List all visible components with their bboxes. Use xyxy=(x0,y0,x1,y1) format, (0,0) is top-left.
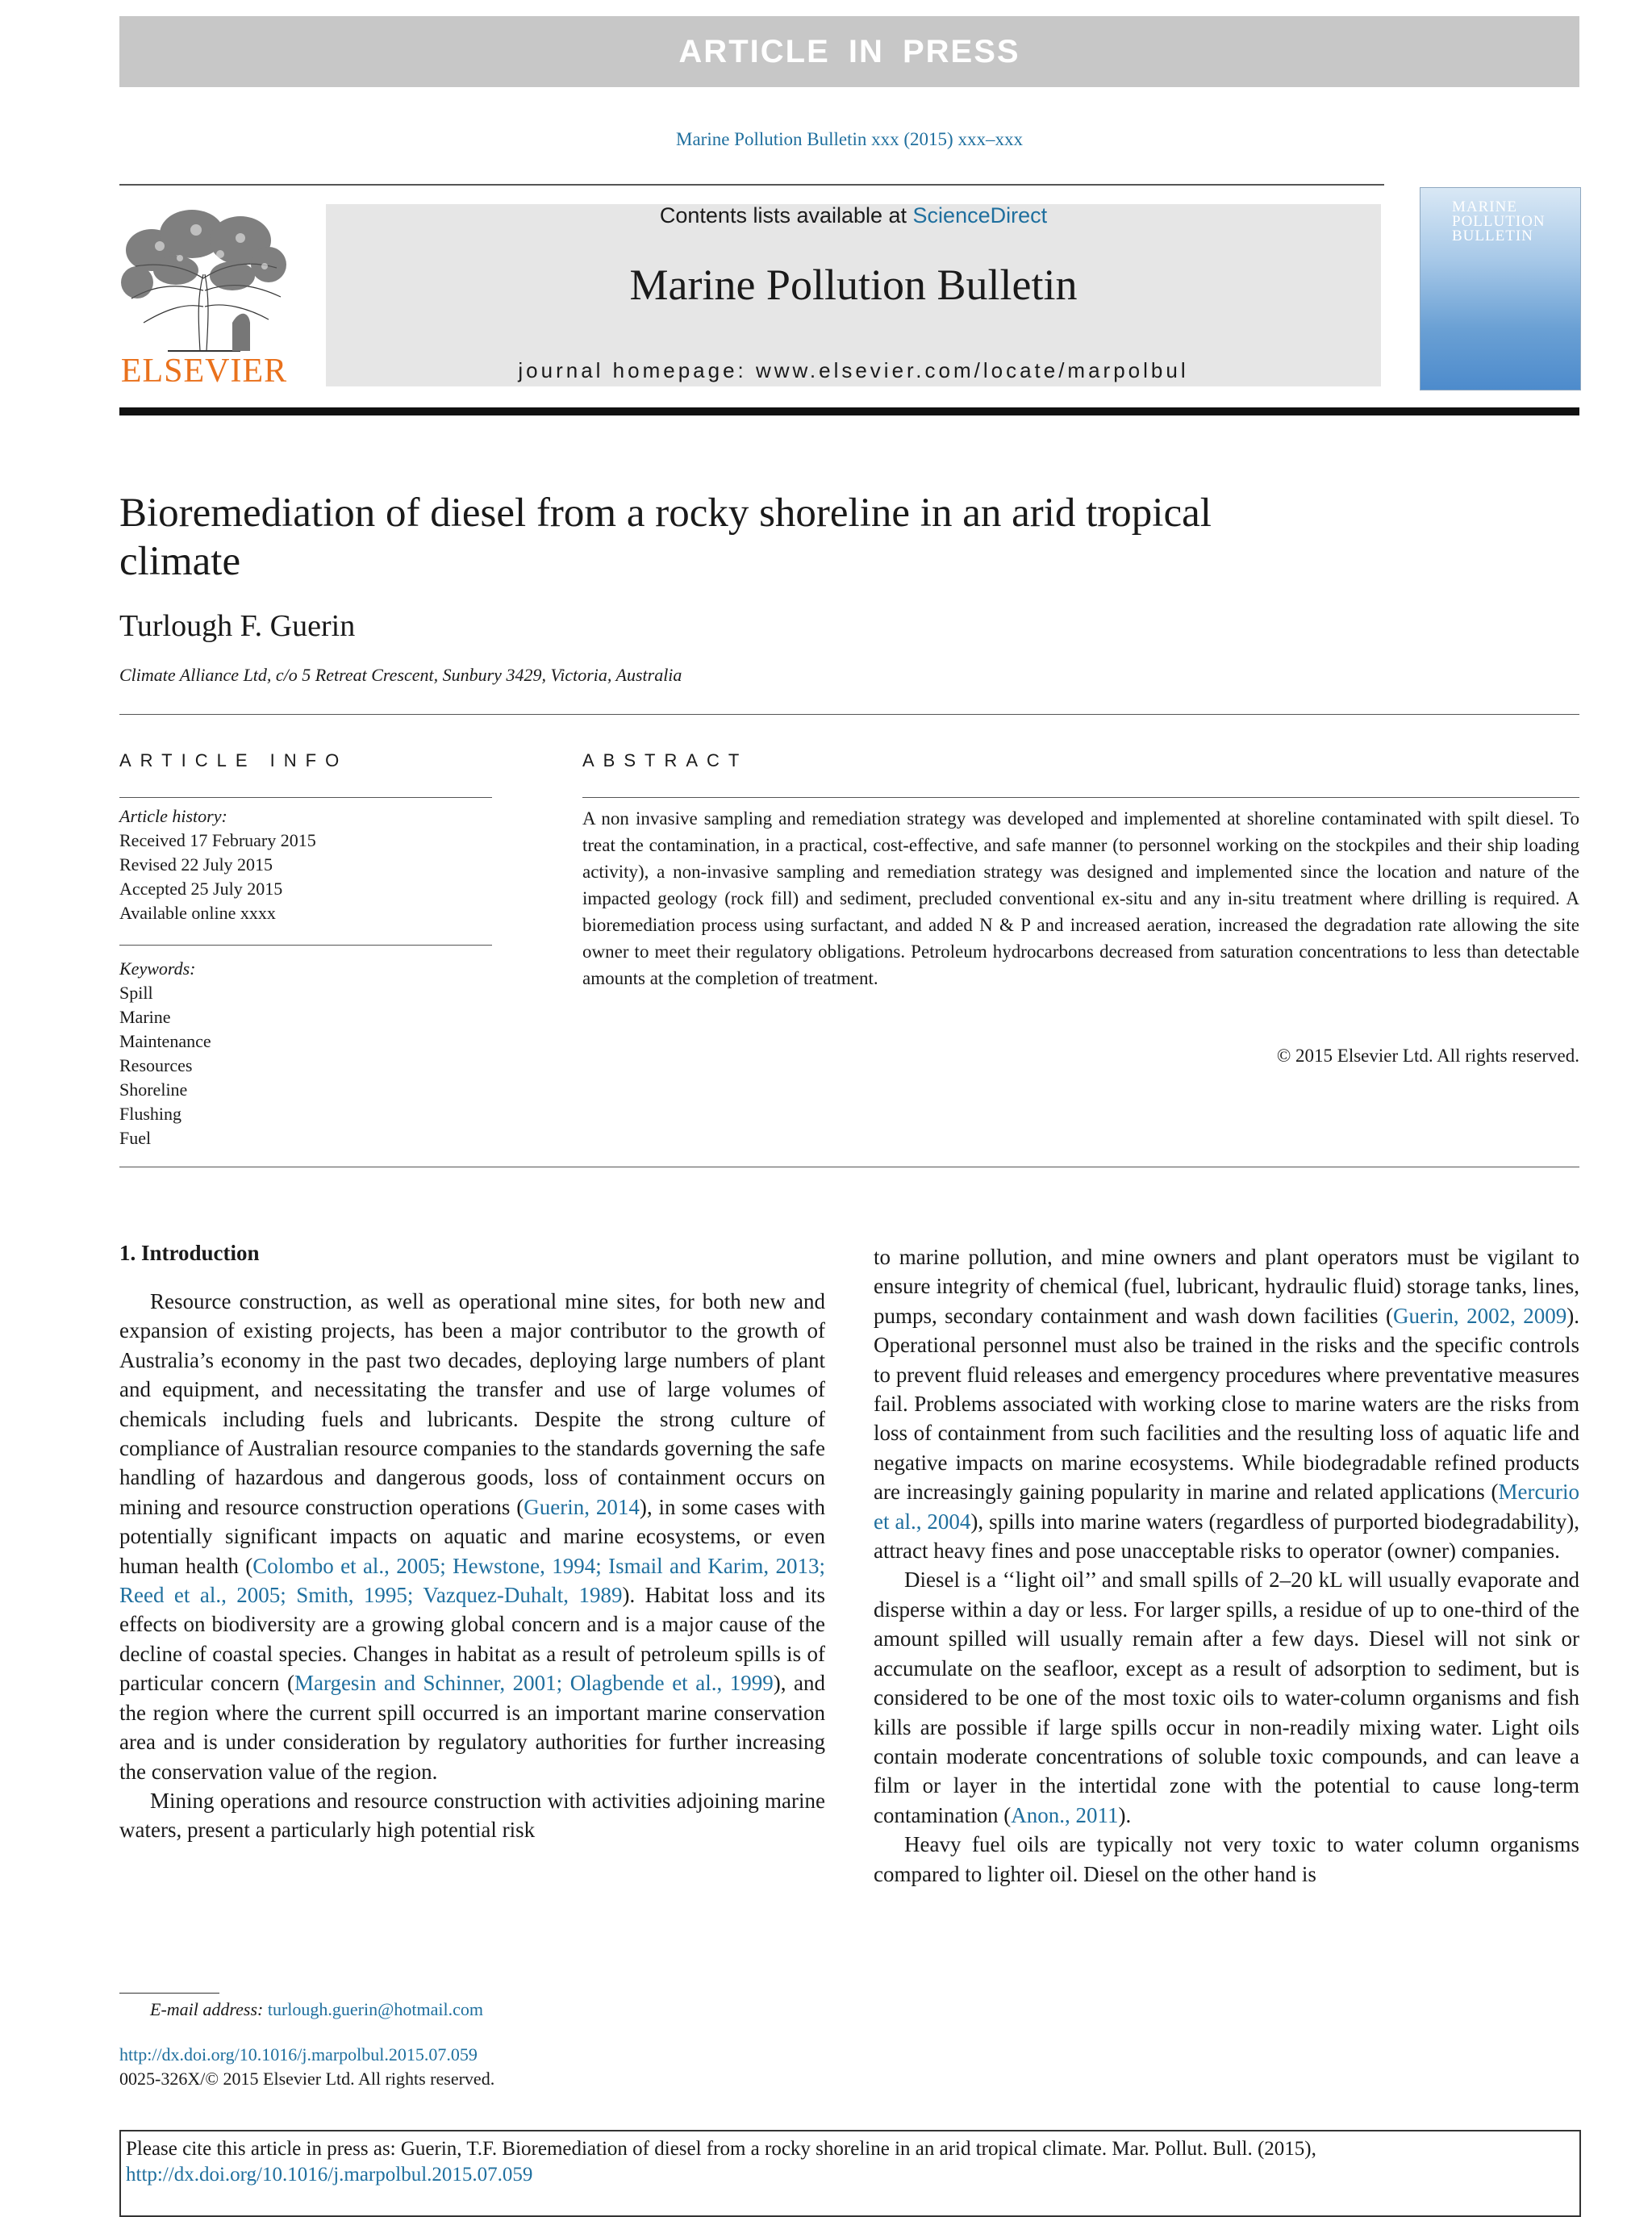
citation-link[interactable]: Colombo et al., 2005; Hewstone, 1994; Ismail and Karim, 2013; Reed et al., 2005; Smith, 1995; Vazquez-Duhalt, 1989 xyxy=(119,1553,825,1608)
citation-link[interactable]: Guerin, 2014 xyxy=(524,1494,640,1519)
sciencedirect-link[interactable]: ScienceDirect xyxy=(912,203,1048,228)
keyword: Shoreline xyxy=(119,1079,188,1100)
author-affiliation: Climate Alliance Ltd, c/o 5 Retreat Crescent, Sunbury 3429, Victoria, Australia xyxy=(119,665,682,685)
keywords-label: Keywords: xyxy=(119,958,196,979)
cite-text: Please cite this article in press as: Guerin, T.F. Bioremediation of diesel from a rocky shoreline in an arid tropical climate. Mar. Pollut. Bull. (2015), xyxy=(126,2138,1316,2160)
text: to marine pollution, and mine owners and plant operators must be vigilant to ensure integrity of chemical (fuel, lubricant, hydraulic fluid) storage tanks, lines, pumps, secondary containment and wash down facilities ( xyxy=(874,1245,1579,1328)
citation-text xyxy=(126,2136,1571,2188)
cite-doi-link[interactable]: http://dx.doi.org/10.1016/j.marpolbul.2015.07.059 xyxy=(126,2164,533,2186)
info-top-rule xyxy=(119,714,1579,715)
section-heading: 1. Introduction xyxy=(119,1241,260,1265)
citation-link[interactable]: Anon., 2011 xyxy=(1011,1802,1119,1827)
journal-reference-link[interactable]: Marine Pollution Bulletin xxx (2015) xxx–xxx xyxy=(676,129,1023,149)
elsevier-wordmark: ELSEVIER xyxy=(120,353,288,390)
email-footnote xyxy=(150,1999,483,2020)
keyword: Flushing xyxy=(119,1104,182,1124)
issn-copyright: 0025-326X/© 2015 Elsevier Ltd. All rights reserved. xyxy=(119,2069,495,2089)
paragraph: Heavy fuel oils are typically not very toxic to water column organisms compared to lighter oil. Diesel on the other hand is xyxy=(874,1832,1579,1886)
keyword: Maintenance xyxy=(119,1031,211,1051)
history-accepted: Accepted 25 July 2015 xyxy=(119,879,283,899)
top-rule xyxy=(119,184,1384,186)
abstract-copyright: © 2015 Elsevier Ltd. All rights reserved. xyxy=(1276,1046,1579,1066)
article-history xyxy=(119,804,316,925)
paragraph xyxy=(874,1242,1579,1565)
history-label: Article history: xyxy=(119,806,227,826)
footnote-rule xyxy=(119,1993,219,1994)
keyword: Spill xyxy=(119,983,153,1003)
article-info-heading: ARTICLE INFO xyxy=(119,750,348,770)
body-left-column xyxy=(119,1287,825,1845)
contents-available-line xyxy=(326,203,1381,228)
cover-title: MARINE POLLUTION BULLETIN xyxy=(1452,198,1546,244)
history-online: Available online xxxx xyxy=(119,903,276,923)
info-rule xyxy=(119,797,492,798)
keyword: Resources xyxy=(119,1055,193,1075)
journal-title: Marine Pollution Bulletin xyxy=(629,261,1078,309)
citation-link[interactable]: Guerin, 2002, 2009 xyxy=(1392,1303,1567,1328)
history-received: Received 17 February 2015 xyxy=(119,830,316,850)
text: Diesel is a ‘‘light oil’’ and small spills of 2–20 kL will usually evaporate and disperse within a day or less. For larger spills, a residue of up to one-third of the amount spilled will usually remain after a few days. Diesel will not sink or accumulate on the seafloor, except as a result of adsorption to sediment, but is considered to be one of the most toxic oils to water-column organisms and fish kills are possible if large spills occur in non-readily mixing water. Light oils contain moderate concentrations of soluble toxic compounds, and can leave a film or layer in the intertidal zone with the potential to cause long-term contamination ( xyxy=(874,1568,1579,1827)
keyword: Fuel xyxy=(119,1128,152,1148)
article-in-press-banner: ARTICLE IN PRESS xyxy=(119,16,1579,87)
citation-link[interactable]: Mercurio et al., 2004 xyxy=(874,1480,1579,1534)
abstract-rule xyxy=(582,797,1579,798)
text: ), and the region where the current spill occurred is an important marine conservation area and is under consideration by regulatory authorities for further increasing the conservation value of the region. xyxy=(119,1671,825,1784)
keywords-rule xyxy=(119,945,492,946)
text: Resource construction, as well as operational mine sites, for both new and expansion of existing projects, has been a major contributor to the growth of Australia’s economy in the past two decades, deploying large numbers of plant and equipment, and necessitating the transfer and use of large volumes of chemicals including fuels and lubricants. Despite the strong culture of compliance of Australian resource companies to the standards governing the safe handling of hazardous and dangerous goods, loss of containment occurs on mining and resource construction operations ( xyxy=(119,1289,825,1519)
text: ). Habitat loss and its effects on biodiversity are a growing global concern and is a major cause of the decline of coastal species. Changes in habitat as a result of petroleum spills is of particular concern ( xyxy=(119,1583,825,1696)
citation-link[interactable]: Margesin and Schinner, 2001; Olagbende et al., 1999 xyxy=(294,1671,774,1696)
history-revised: Revised 22 July 2015 xyxy=(119,854,273,875)
paragraph: Mining operations and resource construction with activities adjoining marine waters, present a particularly high potential risk xyxy=(119,1788,825,1843)
contents-prefix: Contents lists available at xyxy=(659,203,913,228)
email-label: E-mail address: xyxy=(150,1999,264,2019)
text: ), in some cases with potentially significant impacts on aquatic and marine ecosystems, or even human health ( xyxy=(119,1494,826,1578)
keywords-list xyxy=(119,957,211,1150)
text: ), spills into marine waters (regardless of purported biodegradability), attract heavy fines and pose unacceptable risks to operator (owner) companies. xyxy=(874,1509,1579,1564)
article-title: Bioremediation of diesel from a rocky shoreline in an arid tropical climate xyxy=(119,491,1212,584)
email-link[interactable]: turlough.guerin@hotmail.com xyxy=(267,1999,483,2019)
keyword: Marine xyxy=(119,1007,171,1027)
body-right-column xyxy=(874,1242,1579,1889)
paragraph xyxy=(119,1287,825,1786)
journal-homepage[interactable]: journal homepage: www.elsevier.com/locate/marpolbul xyxy=(518,358,1189,382)
abstract-text: A non invasive sampling and remediation strategy was developed and implemented at shoreline contaminated with spilt diesel. To treat the contamination, in a practical, cost-effective, and safe manner (to personnel working on the stockpiles and their ship loading activity), a non-invasive sampling and remediation strategy was designed and implemented since the location and nature of the impacted geology (rock fill) and sediment, precluded conventional ex-situ and any in-situ treatment where drilling is required. A bioremediation process using surfactant, and added N & P and increased aeration, increased the degradation rate allowing the site owner to meet their regulatory obligations. Petroleum hydrocarbons decreased from saturation concentrations to less than detectable amounts at the completion of treatment. xyxy=(582,808,1579,988)
author-name: Turlough F. Guerin xyxy=(119,609,356,643)
text: ). Operational personnel must also be trained in the risks and the specific controls to prevent fluid releases and emergency procedures where preventative measures fail. Problems associated with working close to marine waters are the risks from loss of containment from such facilities and the resulting loss of aquatic life and negative impacts on marine ecosystems. While biodegradable refined products are increasingly gaining popularity in marine and related applications ( xyxy=(874,1303,1579,1505)
header-thick-rule xyxy=(119,407,1579,415)
doi-link[interactable]: http://dx.doi.org/10.1016/j.marpolbul.2015.07.059 xyxy=(119,2044,478,2065)
paragraph xyxy=(874,1565,1579,1830)
text: ). xyxy=(1118,1802,1132,1827)
abstract-heading: ABSTRACT xyxy=(582,750,749,770)
